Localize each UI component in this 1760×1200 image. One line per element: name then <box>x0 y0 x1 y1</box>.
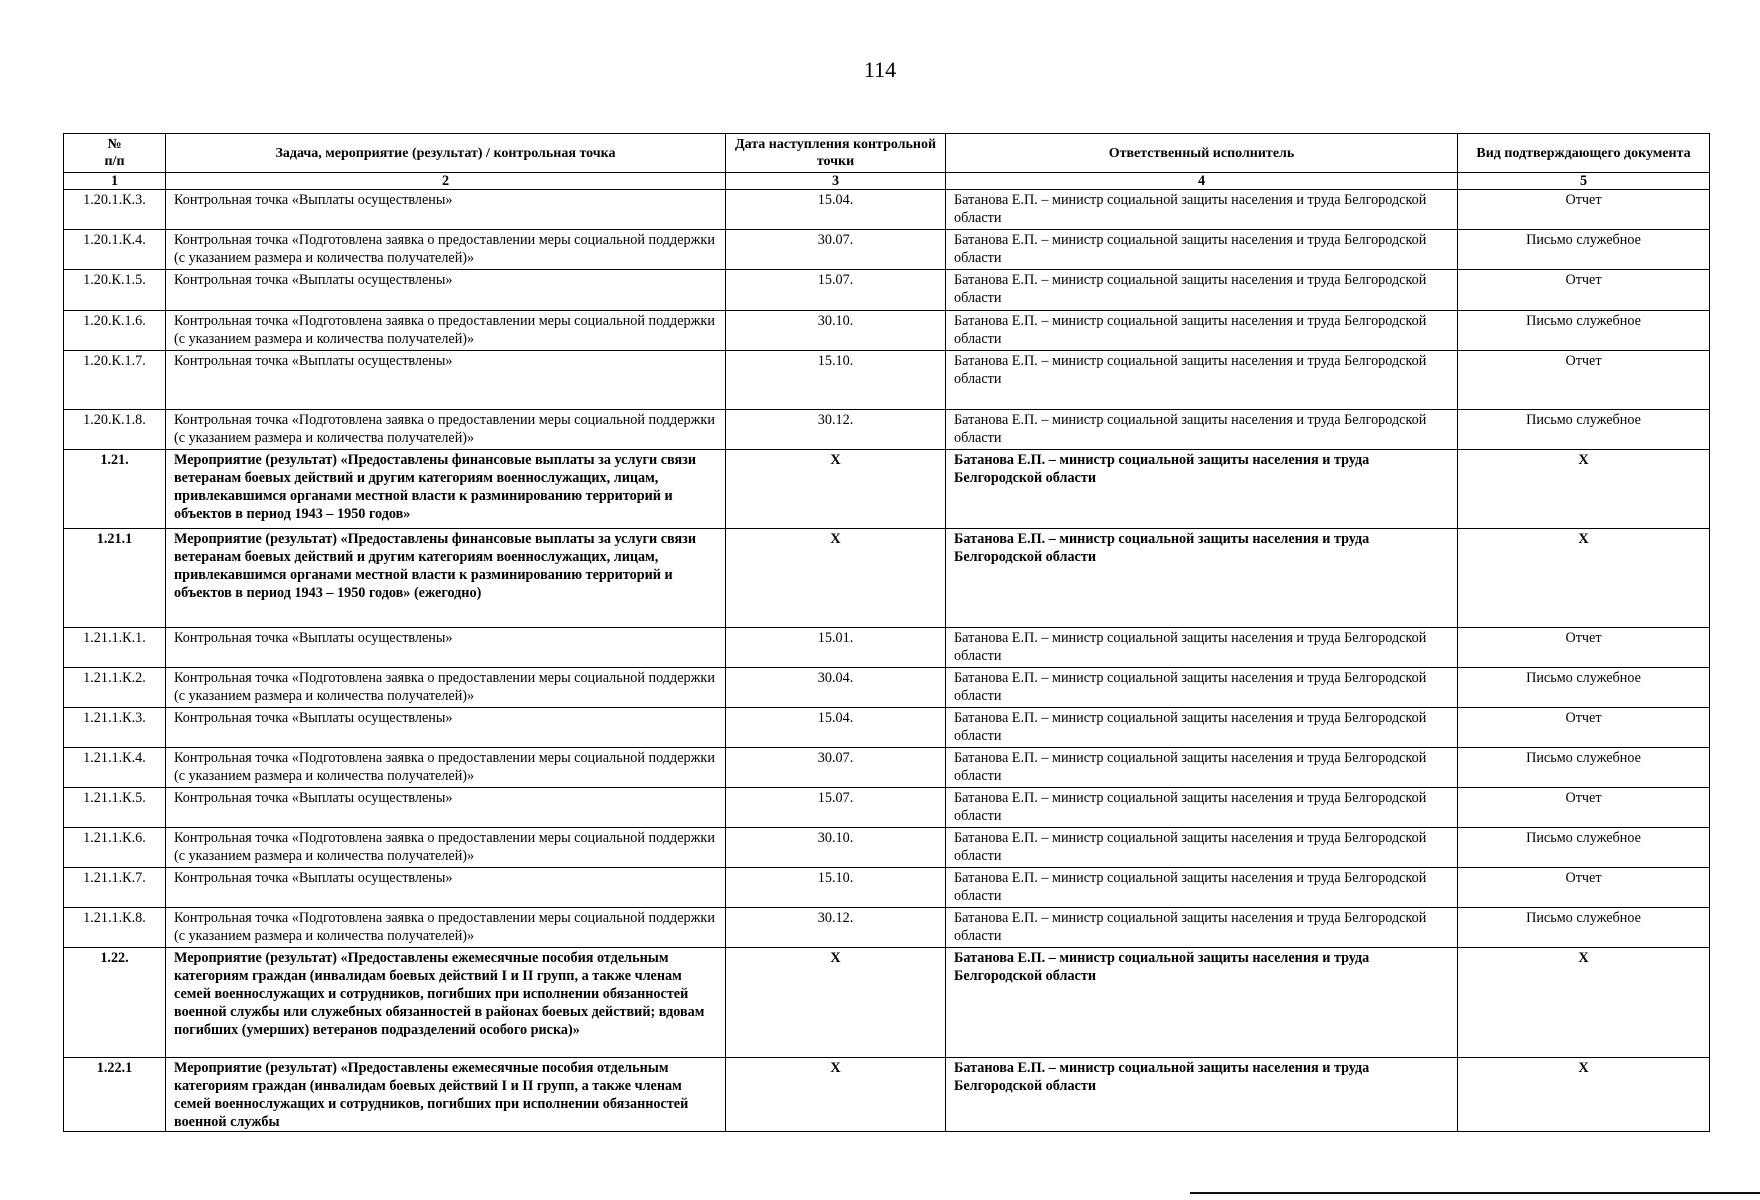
row-date: 30.10. <box>726 828 946 868</box>
header-number: № п/п <box>64 134 166 173</box>
row-document-type: Письмо служебное <box>1458 668 1710 708</box>
row-date: Х <box>726 529 946 628</box>
row-number: 1.21.1 <box>64 529 166 628</box>
row-task: Мероприятие (результат) «Предоставлены финансовые выплаты за услуги связи ветеранам боевых действий и другим категориям военнослужащих, лицам, привлекавшимся органами местной власти к разминированию территорий и объектов в период 1943 – 1950 годов» (ежегодно) <box>166 529 726 628</box>
row-task: Контрольная точка «Выплаты осуществлены» <box>166 351 726 410</box>
row-document-type: Х <box>1458 450 1710 529</box>
row-number: 1.21. <box>64 450 166 529</box>
row-executor: Батанова Е.П. – министр социальной защиты населения и труда Белгородской области <box>946 948 1458 1058</box>
table-header-row <box>64 134 1710 173</box>
table-row <box>64 708 1710 748</box>
page-number: 114 <box>863 57 897 82</box>
row-task: Мероприятие (результат) «Предоставлены ежемесячные пособия отдельным категориям граждан (инвалидам боевых действий I и II групп, а также членам семей военнослужащих и сотрудников, погибших при исполнении обязанностей военной службы <box>166 1058 726 1132</box>
table-row <box>64 948 1710 1058</box>
row-date: Х <box>726 1058 946 1132</box>
header-task: Задача, мероприятие (результат) / контрольная точка <box>166 134 726 173</box>
row-date: Х <box>726 948 946 1058</box>
row-number: 1.21.1.К.4. <box>64 748 166 788</box>
row-document-type: Отчет <box>1458 190 1710 230</box>
table-row <box>64 1058 1710 1132</box>
row-executor: Батанова Е.П. – министр социальной защиты населения и труда Белгородской области <box>946 529 1458 628</box>
row-date: 30.10. <box>726 311 946 351</box>
row-document-type: Письмо служебное <box>1458 311 1710 351</box>
row-task: Контрольная точка «Подготовлена заявка о предоставлении меры социальной поддержки (с указанием размера и количества получателей)» <box>166 828 726 868</box>
table-row <box>64 628 1710 668</box>
table-row <box>64 190 1710 230</box>
row-document-type: Письмо служебное <box>1458 828 1710 868</box>
row-executor: Батанова Е.П. – министр социальной защиты населения и труда Белгородской области <box>946 230 1458 270</box>
row-task: Контрольная точка «Подготовлена заявка о предоставлении меры социальной поддержки (с указанием размера и количества получателей)» <box>166 908 726 948</box>
row-number: 1.22. <box>64 948 166 1058</box>
row-task: Контрольная точка «Выплаты осуществлены» <box>166 788 726 828</box>
row-document-type: Отчет <box>1458 270 1710 311</box>
row-task: Мероприятие (результат) «Предоставлены ежемесячные пособия отдельным категориям граждан (инвалидам боевых действий I и II групп, а также членам семей военнослужащих и сотрудников, погибших при исполнении обязанностей военной службы или служебных обязанностей в районах боевых действий; вдовам погибших (умерших) ветеранов подразделений особого риска)» <box>166 948 726 1058</box>
scan-artifact-line <box>1190 1192 1760 1194</box>
row-document-type: Х <box>1458 948 1710 1058</box>
header-date: Дата наступления контрольной точки <box>726 134 946 173</box>
row-document-type: Отчет <box>1458 628 1710 668</box>
row-task: Контрольная точка «Выплаты осуществлены» <box>166 190 726 230</box>
header-document-type: Вид подтверждающего документа <box>1458 134 1710 173</box>
row-date: 30.12. <box>726 410 946 450</box>
row-executor: Батанова Е.П. – министр социальной защиты населения и труда Белгородской области <box>946 748 1458 788</box>
row-document-type: Отчет <box>1458 351 1710 410</box>
header-executor: Ответственный исполнитель <box>946 134 1458 173</box>
row-number: 1.20.К.1.8. <box>64 410 166 450</box>
row-date: 15.01. <box>726 628 946 668</box>
row-document-type: Х <box>1458 529 1710 628</box>
table-row <box>64 828 1710 868</box>
row-task: Мероприятие (результат) «Предоставлены финансовые выплаты за услуги связи ветеранам боевых действий и другим категориям военнослужащих, лицам, привлекавшимся органами местной власти к разминированию территорий и объектов в период 1943 – 1950 годов» <box>166 450 726 529</box>
row-number: 1.21.1.К.6. <box>64 828 166 868</box>
column-number: 2 <box>166 173 726 190</box>
row-task: Контрольная точка «Подготовлена заявка о предоставлении меры социальной поддержки (с указанием размера и количества получателей)» <box>166 748 726 788</box>
row-date: 15.07. <box>726 270 946 311</box>
row-number: 1.21.1.К.5. <box>64 788 166 828</box>
row-number: 1.21.1.К.8. <box>64 908 166 948</box>
table-row <box>64 230 1710 270</box>
row-date: 30.07. <box>726 230 946 270</box>
row-executor: Батанова Е.П. – министр социальной защиты населения и труда Белгородской области <box>946 908 1458 948</box>
column-number: 1 <box>64 173 166 190</box>
row-number: 1.20.К.1.5. <box>64 270 166 311</box>
row-date: 15.10. <box>726 351 946 410</box>
row-date: 15.04. <box>726 708 946 748</box>
row-executor: Батанова Е.П. – министр социальной защиты населения и труда Белгородской области <box>946 828 1458 868</box>
table-row <box>64 868 1710 908</box>
row-number: 1.20.К.1.7. <box>64 351 166 410</box>
row-date: 15.10. <box>726 868 946 908</box>
row-task: Контрольная точка «Подготовлена заявка о предоставлении меры социальной поддержки (с указанием размера и количества получателей)» <box>166 230 726 270</box>
table-row <box>64 270 1710 311</box>
row-task: Контрольная точка «Выплаты осуществлены» <box>166 708 726 748</box>
row-executor: Батанова Е.П. – министр социальной защиты населения и труда Белгородской области <box>946 270 1458 311</box>
row-date: 30.07. <box>726 748 946 788</box>
row-task: Контрольная точка «Выплаты осуществлены» <box>166 628 726 668</box>
row-document-type: Письмо служебное <box>1458 748 1710 788</box>
row-executor: Батанова Е.П. – министр социальной защиты населения и труда Белгородской области <box>946 788 1458 828</box>
row-document-type: Отчет <box>1458 788 1710 828</box>
row-task: Контрольная точка «Подготовлена заявка о предоставлении меры социальной поддержки (с указанием размера и количества получателей)» <box>166 410 726 450</box>
row-date: 30.04. <box>726 668 946 708</box>
table-row <box>64 908 1710 948</box>
row-executor: Батанова Е.П. – министр социальной защиты населения и труда Белгородской области <box>946 868 1458 908</box>
row-number: 1.20.К.1.6. <box>64 311 166 351</box>
row-date: Х <box>726 450 946 529</box>
column-number: 3 <box>726 173 946 190</box>
row-executor: Батанова Е.П. – министр социальной защиты населения и труда Белгородской области <box>946 190 1458 230</box>
control-points-table <box>63 133 1710 1132</box>
row-executor: Батанова Е.П. – министр социальной защиты населения и труда Белгородской области <box>946 351 1458 410</box>
row-number: 1.20.1.К.4. <box>64 230 166 270</box>
row-number: 1.20.1.К.3. <box>64 190 166 230</box>
row-number: 1.21.1.К.7. <box>64 868 166 908</box>
table-row <box>64 410 1710 450</box>
row-document-type: Х <box>1458 1058 1710 1132</box>
column-number: 4 <box>946 173 1458 190</box>
table-row <box>64 529 1710 628</box>
row-number: 1.21.1.К.2. <box>64 668 166 708</box>
row-date: 15.04. <box>726 190 946 230</box>
row-document-type: Отчет <box>1458 868 1710 908</box>
row-document-type: Письмо служебное <box>1458 230 1710 270</box>
row-executor: Батанова Е.П. – министр социальной защиты населения и труда Белгородской области <box>946 410 1458 450</box>
row-executor: Батанова Е.П. – министр социальной защиты населения и труда Белгородской области <box>946 628 1458 668</box>
row-task: Контрольная точка «Выплаты осуществлены» <box>166 868 726 908</box>
table-row <box>64 311 1710 351</box>
row-executor: Батанова Е.П. – министр социальной защиты населения и труда Белгородской области <box>946 708 1458 748</box>
table-row <box>64 788 1710 828</box>
column-number: 5 <box>1458 173 1710 190</box>
table-body <box>64 190 1710 1132</box>
row-number: 1.22.1 <box>64 1058 166 1132</box>
row-task: Контрольная точка «Подготовлена заявка о предоставлении меры социальной поддержки (с указанием размера и количества получателей)» <box>166 668 726 708</box>
row-executor: Батанова Е.П. – министр социальной защиты населения и труда Белгородской области <box>946 311 1458 351</box>
table-row <box>64 748 1710 788</box>
row-number: 1.21.1.К.1. <box>64 628 166 668</box>
row-executor: Батанова Е.П. – министр социальной защиты населения и труда Белгородской области <box>946 1058 1458 1132</box>
row-executor: Батанова Е.П. – министр социальной защиты населения и труда Белгородской области <box>946 668 1458 708</box>
table-row <box>64 351 1710 410</box>
column-number-row <box>64 173 1710 190</box>
row-task: Контрольная точка «Подготовлена заявка о предоставлении меры социальной поддержки (с указанием размера и количества получателей)» <box>166 311 726 351</box>
row-document-type: Письмо служебное <box>1458 908 1710 948</box>
row-document-type: Отчет <box>1458 708 1710 748</box>
row-number: 1.21.1.К.3. <box>64 708 166 748</box>
row-task: Контрольная точка «Выплаты осуществлены» <box>166 270 726 311</box>
table-row <box>64 450 1710 529</box>
row-document-type: Письмо служебное <box>1458 410 1710 450</box>
row-date: 30.12. <box>726 908 946 948</box>
row-executor: Батанова Е.П. – министр социальной защиты населения и труда Белгородской области <box>946 450 1458 529</box>
row-date: 15.07. <box>726 788 946 828</box>
table-row <box>64 668 1710 708</box>
